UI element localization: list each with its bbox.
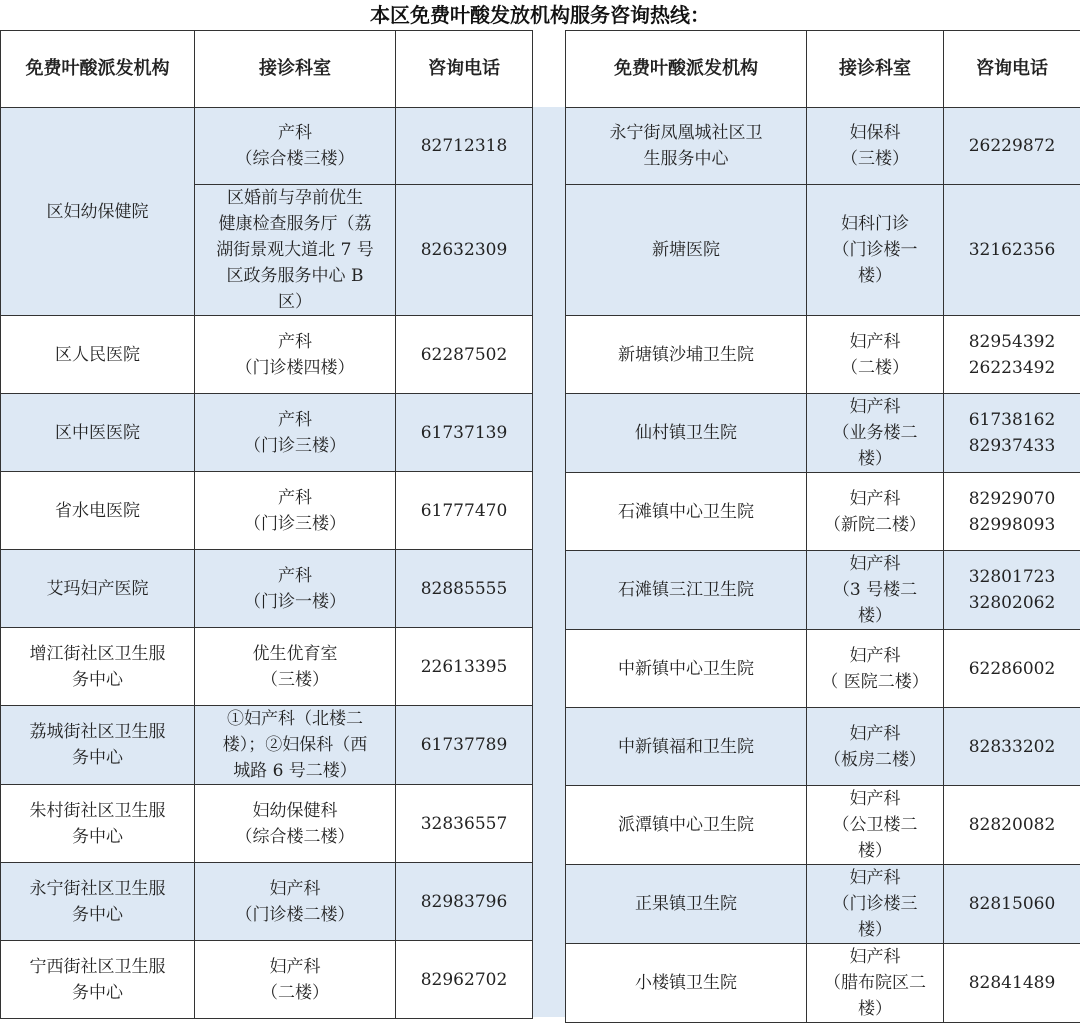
cell-dept-line: （门诊楼一: [811, 237, 939, 263]
cell-dept-line: （门诊三楼）: [199, 511, 391, 537]
table-row: [566, 108, 1080, 185]
cell-phone: [396, 316, 533, 394]
header-org: 免费叶酸派发机构: [566, 31, 807, 108]
cell-org-line: 宁西街社区卫生服: [5, 954, 190, 980]
header-phone: 咨询电话: [944, 31, 1080, 108]
cell-dept-line: 妇产科: [811, 643, 939, 669]
cell-org-line: 永宁街凤凰城社区卫: [570, 120, 802, 146]
cell-dept-line: 楼）；②妇保科（西: [199, 732, 391, 758]
cell-phone-line: 82885555: [400, 576, 528, 602]
table-row: [566, 944, 1080, 1023]
cell-org: [1, 472, 195, 550]
cell-org-line: 石滩镇三江卫生院: [570, 577, 802, 603]
cell-dept: [195, 394, 396, 472]
table-row: [1, 863, 533, 941]
cell-phone: [944, 865, 1080, 944]
cell-phone: [944, 630, 1080, 708]
cell-dept-line: （新院二楼）: [811, 512, 939, 538]
cell-dept-line: 区）: [199, 289, 391, 315]
page-title: 本区免费叶酸发放机构服务咨询热线：: [0, 0, 1080, 30]
cell-org: [1, 316, 195, 394]
cell-phone-line: 82820082: [948, 812, 1076, 838]
right-table: [565, 30, 1080, 1023]
cell-dept: [195, 785, 396, 863]
table-row: [566, 185, 1080, 316]
table-header-row: [1, 31, 533, 108]
cell-dept-line: 产科: [199, 407, 391, 433]
cell-phone: [944, 394, 1080, 473]
cell-phone-line: 32836557: [400, 811, 528, 837]
cell-org-line: 仙村镇卫生院: [570, 420, 802, 446]
cell-dept-line: 楼）: [811, 263, 939, 289]
cell-org: [566, 394, 807, 473]
header-dept: 接诊科室: [195, 31, 396, 108]
cell-org: [566, 944, 807, 1023]
header-phone: 咨询电话: [396, 31, 533, 108]
cell-dept: [807, 316, 944, 394]
cell-org-line: 艾玛妇产医院: [5, 576, 190, 602]
cell-dept-line: 楼）: [811, 446, 939, 472]
cell-dept: [807, 394, 944, 473]
cell-phone-line: 61737139: [400, 420, 528, 446]
cell-dept-line: 产科: [199, 563, 391, 589]
cell-phone-line: 61777470: [400, 498, 528, 524]
cell-dept-line: 产科: [199, 120, 391, 146]
table-row: [1, 108, 533, 185]
cell-org: [566, 108, 807, 185]
cell-dept-line: 产科: [199, 485, 391, 511]
cell-dept-line: 妇产科: [811, 486, 939, 512]
cell-org-line: 派潭镇中心卫生院: [570, 812, 802, 838]
cell-dept: [807, 865, 944, 944]
cell-phone-line: 26223492: [948, 355, 1076, 381]
cell-phone-line: 82998093: [948, 512, 1076, 538]
cell-org-line: 务中心: [5, 745, 190, 771]
cell-dept: [195, 863, 396, 941]
cell-org-line: 区人民医院: [5, 342, 190, 368]
cell-dept-line: （综合楼二楼）: [199, 824, 391, 850]
cell-phone: [944, 944, 1080, 1023]
cell-org-line: 新塘镇沙埔卫生院: [570, 342, 802, 368]
cell-dept-line: （门诊一楼）: [199, 589, 391, 615]
cell-phone-line: 22613395: [400, 654, 528, 680]
cell-phone-line: 82937433: [948, 433, 1076, 459]
cell-phone: [944, 551, 1080, 630]
cell-dept: [195, 628, 396, 706]
cell-org: [566, 786, 807, 865]
cell-phone-line: 82712318: [400, 133, 528, 159]
cell-phone: [396, 550, 533, 628]
cell-dept-line: 妇产科: [811, 721, 939, 747]
left-table: [0, 30, 533, 1019]
cell-phone-line: 82833202: [948, 734, 1076, 760]
cell-dept-line: （二楼）: [199, 980, 391, 1006]
cell-phone-line: 61738162: [948, 407, 1076, 433]
cell-org-line: 小楼镇卫生院: [570, 970, 802, 996]
cell-dept-line: 妇产科: [199, 954, 391, 980]
cell-phone-line: 82962702: [400, 967, 528, 993]
cell-org: [566, 185, 807, 316]
cell-org-line: 正果镇卫生院: [570, 891, 802, 917]
cell-org: [566, 473, 807, 551]
cell-org: 区妇幼保健院: [1, 108, 195, 316]
cell-phone: [944, 108, 1080, 185]
cell-org-line: 新塘医院: [570, 237, 802, 263]
cell-dept-line: 妇产科: [199, 876, 391, 902]
cell-dept: [807, 786, 944, 865]
header-dept: 接诊科室: [807, 31, 944, 108]
cell-phone-line: 82954392: [948, 329, 1076, 355]
table-row: [566, 708, 1080, 786]
cell-dept: [195, 472, 396, 550]
cell-phone: [944, 473, 1080, 551]
cell-phone-line: 82983796: [400, 889, 528, 915]
cell-dept: [195, 108, 396, 185]
cell-dept-line: （业务楼二: [811, 420, 939, 446]
table-row: [566, 630, 1080, 708]
cell-dept-line: 妇产科: [811, 394, 939, 420]
cell-dept: [807, 630, 944, 708]
table-row: [1, 941, 533, 1019]
cell-dept-line: 楼）: [811, 917, 939, 943]
table-row: [1, 785, 533, 863]
cell-dept-line: （综合楼三楼）: [199, 146, 391, 172]
cell-dept: [807, 944, 944, 1023]
cell-org-line: 务中心: [5, 667, 190, 693]
cell-org: [1, 550, 195, 628]
cell-phone-line: 62287502: [400, 342, 528, 368]
cell-dept-line: （公卫楼二: [811, 812, 939, 838]
cell-phone: [396, 472, 533, 550]
cell-dept-line: （三楼）: [811, 146, 939, 172]
cell-dept-line: 区政务服务中心 B: [199, 263, 391, 289]
cell-dept-line: （板房二楼）: [811, 747, 939, 773]
cell-org-line: 增江街社区卫生服: [5, 641, 190, 667]
cell-dept-line: 妇产科: [811, 329, 939, 355]
cell-dept-line: 楼）: [811, 603, 939, 629]
cell-phone-line: 62286002: [948, 656, 1076, 682]
cell-org: [1, 941, 195, 1019]
cell-org: [566, 316, 807, 394]
cell-dept: [807, 108, 944, 185]
cell-phone: [944, 786, 1080, 865]
cell-dept-line: （门诊楼三: [811, 891, 939, 917]
cell-dept-line: 妇幼保健科: [199, 798, 391, 824]
cell-org: [1, 706, 195, 785]
cell-org-line: 务中心: [5, 980, 190, 1006]
table-row: [1, 550, 533, 628]
cell-dept-line: 妇产科: [811, 786, 939, 812]
cell-phone: [944, 185, 1080, 316]
cell-phone-line: 82815060: [948, 891, 1076, 917]
cell-dept-line: 产科: [199, 329, 391, 355]
cell-org-line: 务中心: [5, 902, 190, 928]
cell-dept-line: 妇保科: [811, 120, 939, 146]
cell-phone: [396, 706, 533, 785]
cell-dept-line: （门诊楼二楼）: [199, 902, 391, 928]
cell-phone: [944, 708, 1080, 786]
cell-dept-line: 妇产科: [811, 944, 939, 970]
table-row: [1, 394, 533, 472]
cell-org: [1, 785, 195, 863]
cell-org: [1, 628, 195, 706]
cell-org: [1, 394, 195, 472]
cell-phone: [396, 863, 533, 941]
table-row: [1, 316, 533, 394]
cell-phone-line: 82841489: [948, 970, 1076, 996]
table-row: [1, 628, 533, 706]
header-org: 免费叶酸派发机构: [1, 31, 195, 108]
cell-phone: [396, 941, 533, 1019]
cell-phone: [396, 185, 533, 316]
cell-org-line: 荔城街社区卫生服: [5, 719, 190, 745]
cell-phone-line: 82929070: [948, 486, 1076, 512]
cell-dept: [807, 551, 944, 630]
cell-dept-line: （腊布院区二: [811, 970, 939, 996]
column-gap-header: [532, 30, 565, 107]
cell-org-line: 省水电医院: [5, 498, 190, 524]
cell-org-line: 生服务中心: [570, 146, 802, 172]
cell-dept: [807, 473, 944, 551]
cell-dept-line: 健康检查服务厅（荔: [199, 211, 391, 237]
table-row: [1, 472, 533, 550]
cell-org: [566, 551, 807, 630]
cell-dept: [195, 941, 396, 1019]
cell-dept-line: 优生优育室: [199, 641, 391, 667]
cell-dept-line: 妇科门诊: [811, 211, 939, 237]
column-gap: [532, 107, 565, 1017]
cell-phone-line: 32801723: [948, 564, 1076, 590]
cell-org: [1, 863, 195, 941]
table-row: [566, 316, 1080, 394]
cell-dept: [195, 316, 396, 394]
table-row: [566, 551, 1080, 630]
cell-dept: [195, 706, 396, 785]
cell-org-line: 永宁街社区卫生服: [5, 876, 190, 902]
table-row: [566, 473, 1080, 551]
table-row: [566, 394, 1080, 473]
cell-dept: [807, 708, 944, 786]
cell-org: [566, 708, 807, 786]
cell-phone: [396, 394, 533, 472]
cell-phone: [396, 108, 533, 185]
cell-dept-line: 楼）: [811, 996, 939, 1022]
cell-org-line: 务中心: [5, 824, 190, 850]
cell-dept-line: 湖街景观大道北 7 号: [199, 237, 391, 263]
table-row: [566, 865, 1080, 944]
cell-org-line: 区中医医院: [5, 420, 190, 446]
cell-phone: [944, 316, 1080, 394]
cell-dept-line: 妇产科: [811, 551, 939, 577]
cell-dept-line: 城路 6 号二楼）: [199, 758, 391, 784]
cell-phone: [396, 785, 533, 863]
cell-dept-line: 楼）: [811, 838, 939, 864]
cell-dept-line: ①妇产科（北楼二: [199, 706, 391, 732]
cell-org-line: 中新镇福和卫生院: [570, 734, 802, 760]
cell-dept-line: （二楼）: [811, 355, 939, 381]
cell-dept: [195, 550, 396, 628]
cell-phone: [396, 628, 533, 706]
cell-phone-line: 61737789: [400, 732, 528, 758]
table-row: [1, 706, 533, 785]
cell-dept-line: 区婚前与孕前优生: [199, 185, 391, 211]
cell-org-line: 中新镇中心卫生院: [570, 656, 802, 682]
cell-dept-line: （门诊楼四楼）: [199, 355, 391, 381]
cell-dept-line: （三楼）: [199, 667, 391, 693]
table-header-row: [566, 31, 1080, 108]
cell-dept: [807, 185, 944, 316]
cell-dept-line: （门诊三楼）: [199, 433, 391, 459]
cell-dept-line: （ 医院二楼）: [811, 669, 939, 695]
cell-org: [566, 865, 807, 944]
cell-org-line: 朱村街社区卫生服: [5, 798, 190, 824]
cell-phone-line: 32802062: [948, 590, 1076, 616]
table-row: [566, 786, 1080, 865]
cell-phone-line: 26229872: [948, 133, 1076, 159]
cell-dept: [195, 185, 396, 316]
cell-dept-line: 妇产科: [811, 865, 939, 891]
cell-phone-line: 32162356: [948, 237, 1076, 263]
cell-org: [566, 630, 807, 708]
cell-org-line: 石滩镇中心卫生院: [570, 499, 802, 525]
cell-dept-line: （3 号楼二: [811, 577, 939, 603]
cell-phone-line: 82632309: [400, 237, 528, 263]
